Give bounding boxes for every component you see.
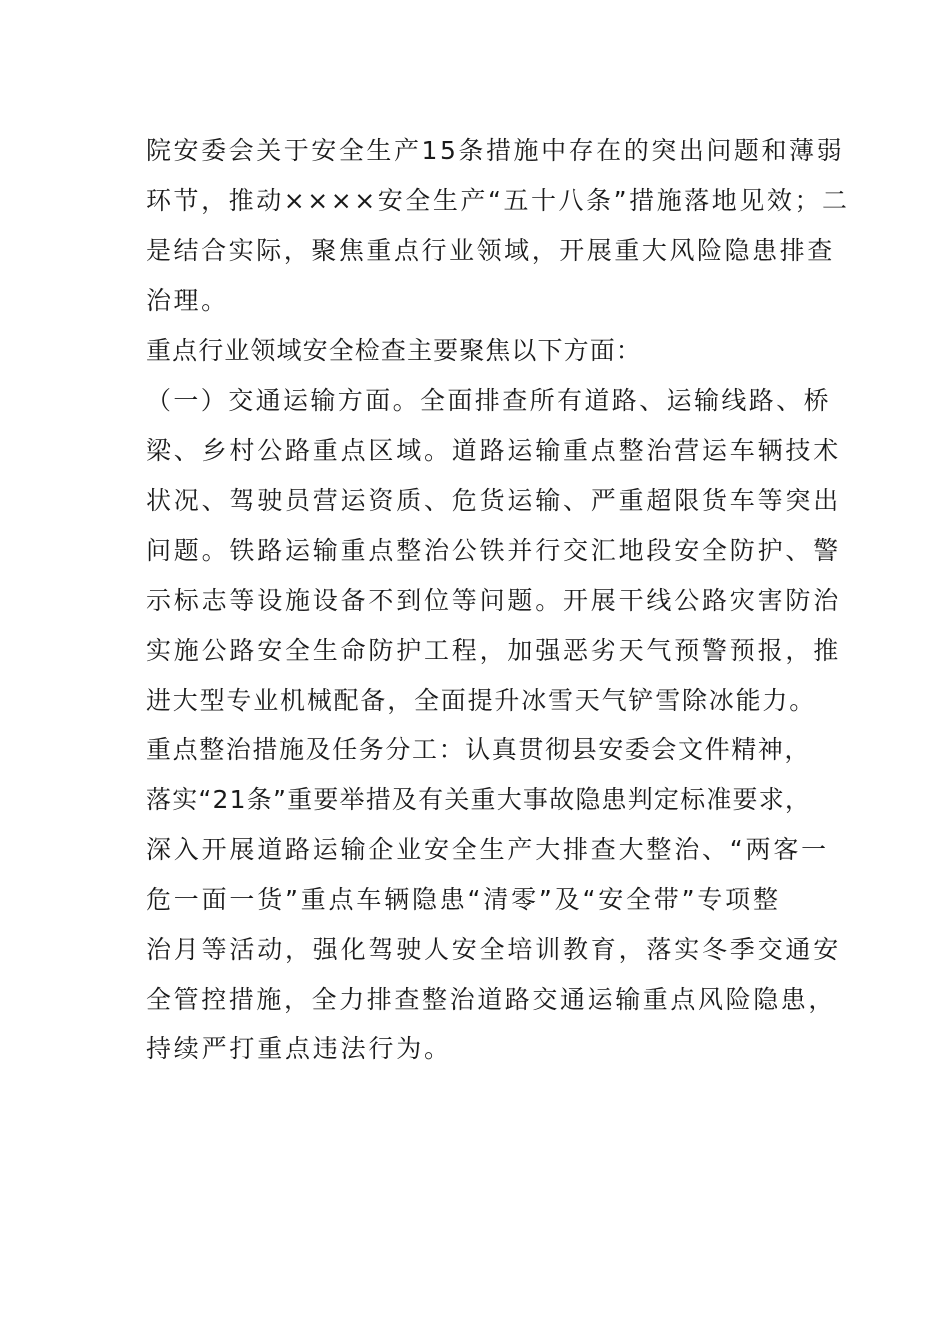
text-line: 问题。铁路运输重点整治公铁并行交汇地段安全防护、警 xyxy=(146,536,842,565)
text-line: 环节，推动××××安全生产“五十八条”措施落地见效；二 xyxy=(146,186,850,215)
text-line: 危一面一货”重点车辆隐患“清零”及“安全带”专项整 xyxy=(146,885,781,914)
measures-heading-line: 重点整治措施及任务分工：认真贯彻县安委会文件精神， xyxy=(146,735,812,764)
section-heading-line: （一）交通运输方面。全面排查所有道路、运输线路、桥 xyxy=(146,386,832,415)
text-line: 深入开展道路运输企业安全生产大排查大整治、“两客一 xyxy=(146,835,829,864)
text-line: 治月等活动，强化驾驶人安全培训教育，落实冬季交通安 xyxy=(146,935,842,964)
text-line: 示标志等设施设备不到位等问题。开展干线公路灾害防治 xyxy=(146,586,842,615)
text-line: 治理。 xyxy=(146,286,229,315)
text-line: 持续严打重点违法行为。 xyxy=(146,1034,452,1063)
text-line: 实施公路安全生命防护工程，加强恶劣天气预警预报，推 xyxy=(146,636,842,665)
text-line: 全管控措施，全力排查整治道路交通运输重点风险隐患， xyxy=(146,985,837,1014)
section-intro-line: 重点行业领域安全检查主要聚焦以下方面： xyxy=(146,336,642,365)
text-line: 状况、驾驶员营运资质、危货运输、严重超限货车等突出 xyxy=(146,486,842,515)
text-line: 落实“21条”重要举措及有关重大事故隐患判定标准要求， xyxy=(146,785,812,814)
text-line: 是结合实际，聚焦重点行业领域，开展重大风险隐患排查 xyxy=(146,236,835,265)
text-line: 进大型专业机械配备，全面提升冰雪天气铲雪除冰能力。 xyxy=(146,686,817,715)
text-line: 梁、乡村公路重点区域。道路运输重点整治营运车辆技术 xyxy=(146,436,842,465)
text-line: 院安委会关于安全生产15条措施中存在的突出问题和薄弱 xyxy=(146,136,845,165)
